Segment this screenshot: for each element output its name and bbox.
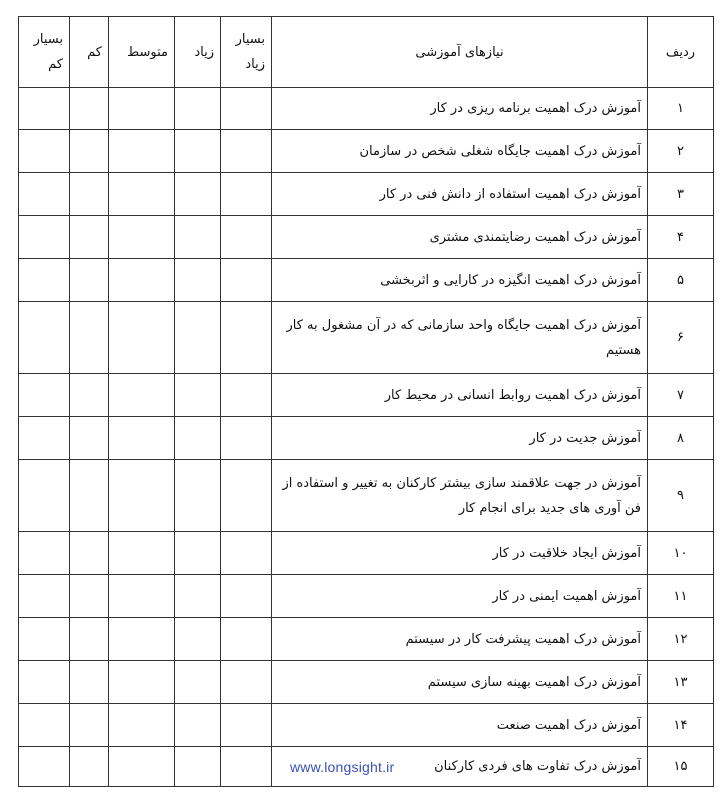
rating-cell-very-low[interactable]	[19, 216, 70, 259]
header-row	[19, 17, 714, 88]
table-row	[19, 618, 714, 661]
training-need: آموزش درک اهمیت رضایتمندی مشتری	[272, 216, 648, 259]
rating-cell-low[interactable]	[70, 704, 109, 747]
rating-cell-very-low[interactable]	[19, 417, 70, 460]
rating-cell-low[interactable]	[70, 618, 109, 661]
rating-cell-very-high[interactable]	[221, 704, 272, 747]
rating-cell-low[interactable]	[70, 460, 109, 532]
training-needs-table	[18, 16, 714, 787]
row-number: ۱۳	[648, 661, 714, 704]
rating-cell-low[interactable]	[70, 302, 109, 374]
rating-cell-medium[interactable]	[109, 173, 175, 216]
rating-cell-medium[interactable]	[109, 417, 175, 460]
table-row	[19, 575, 714, 618]
rating-cell-medium[interactable]	[109, 216, 175, 259]
rating-cell-medium[interactable]	[109, 259, 175, 302]
row-number: ۷	[648, 374, 714, 417]
rating-cell-low[interactable]	[70, 130, 109, 173]
rating-cell-very-low[interactable]	[19, 460, 70, 532]
rating-cell-high[interactable]	[175, 747, 221, 787]
rating-cell-high[interactable]	[175, 374, 221, 417]
rating-cell-high[interactable]	[175, 88, 221, 130]
rating-cell-low[interactable]	[70, 575, 109, 618]
rating-cell-very-high[interactable]	[221, 302, 272, 374]
training-need: آموزش جدیت در کار	[272, 417, 648, 460]
rating-cell-very-low[interactable]	[19, 302, 70, 374]
row-number: ۲	[648, 130, 714, 173]
training-need: آموزش اهمیت ایمنی در کار	[272, 575, 648, 618]
training-need: آموزش درک اهمیت انگیزه در کارایی و اثربخشی	[272, 259, 648, 302]
rating-cell-very-high[interactable]	[221, 259, 272, 302]
rating-cell-high[interactable]	[175, 661, 221, 704]
training-need: آموزش درک اهمیت بهینه سازی سیستم	[272, 661, 648, 704]
rating-cell-very-low[interactable]	[19, 173, 70, 216]
table-row	[19, 173, 714, 216]
rating-cell-medium[interactable]	[109, 661, 175, 704]
rating-cell-low[interactable]	[70, 173, 109, 216]
rating-cell-medium[interactable]	[109, 575, 175, 618]
rating-cell-low[interactable]	[70, 259, 109, 302]
rating-cell-low[interactable]	[70, 661, 109, 704]
header-rating-very-high: بسیار زیاد	[221, 17, 272, 88]
training-need: آموزش درک اهمیت جایگاه شغلی شخص در سازمان	[272, 130, 648, 173]
rating-cell-medium[interactable]	[109, 88, 175, 130]
rating-cell-high[interactable]	[175, 618, 221, 661]
rating-cell-medium[interactable]	[109, 130, 175, 173]
header-rating-very-low: بسیار کم	[19, 17, 70, 88]
row-number: ۱۰	[648, 532, 714, 575]
rating-cell-very-high[interactable]	[221, 618, 272, 661]
rating-cell-very-high[interactable]	[221, 747, 272, 787]
rating-cell-medium[interactable]	[109, 532, 175, 575]
training-need: آموزش ایجاد خلاقیت در کار	[272, 532, 648, 575]
training-need: آموزش درک اهمیت صنعت	[272, 704, 648, 747]
rating-cell-very-low[interactable]	[19, 704, 70, 747]
rating-cell-high[interactable]	[175, 130, 221, 173]
row-number: ۹	[648, 460, 714, 532]
training-need: آموزش در جهت علاقمند سازی بیشتر کارکنان به تغییر و استفاده از فن آوری های جدید برای انجام کار	[272, 460, 648, 532]
rating-cell-very-low[interactable]	[19, 259, 70, 302]
rating-cell-very-low[interactable]	[19, 661, 70, 704]
table-row	[19, 302, 714, 374]
training-need: آموزش درک اهمیت روابط انسانی در محیط کار	[272, 374, 648, 417]
row-number: ۳	[648, 173, 714, 216]
rating-cell-low[interactable]	[70, 417, 109, 460]
rating-cell-very-low[interactable]	[19, 575, 70, 618]
rating-cell-high[interactable]	[175, 216, 221, 259]
table-row	[19, 704, 714, 747]
row-number: ۱۵	[648, 747, 714, 787]
rating-cell-very-high[interactable]	[221, 88, 272, 130]
header-training-needs: نیازهای آموزشی	[272, 17, 648, 88]
row-number: ۱۴	[648, 704, 714, 747]
table-row	[19, 532, 714, 575]
row-number: ۶	[648, 302, 714, 374]
rating-cell-very-high[interactable]	[221, 575, 272, 618]
rating-cell-high[interactable]	[175, 460, 221, 532]
header-rating-low: کم	[70, 17, 109, 88]
rating-cell-low[interactable]	[70, 532, 109, 575]
rating-cell-very-low[interactable]	[19, 88, 70, 130]
rating-cell-medium[interactable]	[109, 374, 175, 417]
rating-cell-low[interactable]	[70, 88, 109, 130]
rating-cell-medium[interactable]	[109, 302, 175, 374]
table-row	[19, 417, 714, 460]
rating-cell-very-low[interactable]	[19, 618, 70, 661]
training-need: آموزش درک اهمیت پیشرفت کار در سیستم	[272, 618, 648, 661]
rating-cell-very-low[interactable]	[19, 747, 70, 787]
rating-cell-low[interactable]	[70, 747, 109, 787]
rating-cell-very-low[interactable]	[19, 532, 70, 575]
rating-cell-low[interactable]	[70, 374, 109, 417]
header-rating-medium: متوسط	[109, 17, 175, 88]
row-number: ۱	[648, 88, 714, 130]
rating-cell-high[interactable]	[175, 417, 221, 460]
rating-cell-very-high[interactable]	[221, 173, 272, 216]
table-row	[19, 374, 714, 417]
rating-cell-high[interactable]	[175, 173, 221, 216]
rating-cell-medium[interactable]	[109, 460, 175, 532]
table-row	[19, 661, 714, 704]
training-need: آموزش درک تفاوت های فردی کارکنان	[272, 747, 648, 787]
rating-cell-high[interactable]	[175, 302, 221, 374]
row-number: ۴	[648, 216, 714, 259]
training-need: آموزش درک اهمیت برنامه ریزی در کار	[272, 88, 648, 130]
table-row	[19, 259, 714, 302]
table-row	[19, 460, 714, 532]
rating-cell-medium[interactable]	[109, 704, 175, 747]
table-row	[19, 130, 714, 173]
rating-cell-medium[interactable]	[109, 747, 175, 787]
row-number: ۱۲	[648, 618, 714, 661]
training-need: آموزش درک اهمیت استفاده از دانش فنی در کار	[272, 173, 648, 216]
table-row	[19, 88, 714, 130]
rating-cell-very-high[interactable]	[221, 417, 272, 460]
rating-cell-very-low[interactable]	[19, 374, 70, 417]
table-row	[19, 216, 714, 259]
rating-cell-very-low[interactable]	[19, 130, 70, 173]
rating-cell-high[interactable]	[175, 575, 221, 618]
rating-cell-very-high[interactable]	[221, 661, 272, 704]
rating-cell-very-high[interactable]	[221, 532, 272, 575]
row-number: ۵	[648, 259, 714, 302]
rating-cell-very-high[interactable]	[221, 460, 272, 532]
row-number: ۸	[648, 417, 714, 460]
rating-cell-very-high[interactable]	[221, 130, 272, 173]
rating-cell-very-high[interactable]	[221, 374, 272, 417]
header-rating-high: زیاد	[175, 17, 221, 88]
rating-cell-low[interactable]	[70, 216, 109, 259]
rating-cell-high[interactable]	[175, 704, 221, 747]
rating-cell-high[interactable]	[175, 532, 221, 575]
watermark-url: www.longsight.ir	[290, 759, 395, 775]
rating-cell-high[interactable]	[175, 259, 221, 302]
training-need: آموزش درک اهمیت جایگاه واحد سازمانی که در آن مشغول به کار هستیم	[272, 302, 648, 374]
header-row-number: ردیف	[648, 17, 714, 88]
rating-cell-medium[interactable]	[109, 618, 175, 661]
rating-cell-very-high[interactable]	[221, 216, 272, 259]
row-number: ۱۱	[648, 575, 714, 618]
